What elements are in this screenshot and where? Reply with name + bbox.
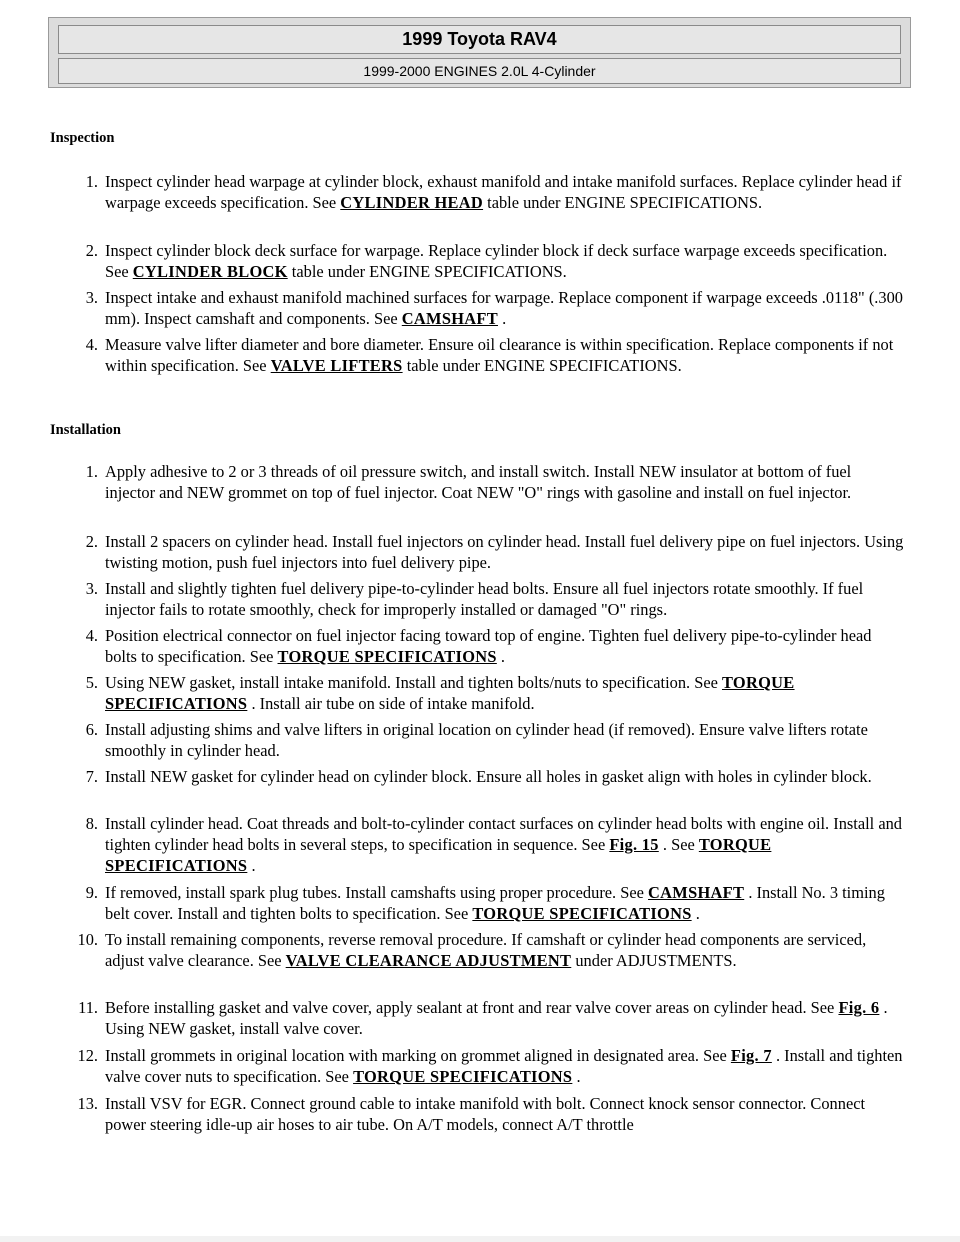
text-run: Position electrical connector on fuel injector facing toward top of engine. Tighten fuel delivery pipe-to-cylinder head bolts to specification. See	[105, 626, 872, 666]
step-text	[105, 1045, 905, 1087]
step-text	[105, 461, 905, 503]
text-run: Install grommets in original location with marking on grommet aligned in designated area. See	[105, 1046, 731, 1065]
step-number: 13.	[77, 1094, 98, 1113]
text-run: Before installing gasket and valve cover, apply sealant at front and rear valve cover areas on cylinder head. See	[105, 998, 839, 1017]
step-text	[105, 578, 905, 620]
step-number: 11.	[78, 998, 98, 1017]
link-torque-specifications[interactable]: TORQUE SPECIFICATIONS	[472, 904, 692, 923]
link-torque-specifications[interactable]: TORQUE SPECIFICATIONS	[105, 835, 772, 875]
step-text	[105, 1093, 905, 1135]
text-run: . Install and tighten valve cover nuts to specification. See	[105, 1046, 903, 1086]
step-number: 12.	[77, 1046, 98, 1065]
link-cylinder-head[interactable]: CYLINDER HEAD	[340, 193, 484, 212]
step-text	[105, 719, 905, 761]
text-run: . See	[658, 835, 699, 854]
text-run: Install cylinder head. Coat threads and bolt-to-cylinder contact surfaces on cylinder head bolts with engine oil. Install and tighten cylinder head bolts in several steps, to specification in sequence. See	[105, 814, 902, 854]
text-run: .	[572, 1067, 581, 1086]
step-number: 4.	[85, 335, 98, 354]
inspection-heading: Inspection	[50, 130, 115, 146]
step-number: 5.	[85, 673, 98, 692]
step-number: 3.	[85, 288, 98, 307]
step-text	[105, 334, 905, 376]
text-run: Install adjusting shims and valve lifters in original location on cylinder head (if removed). Ensure valve lifters rotate smoothly in cylinder head.	[105, 720, 868, 760]
text-run: Install 2 spacers on cylinder head. Install fuel injectors on cylinder head. Install fuel delivery pipe on fuel injectors. Using twisting motion, push fuel injectors into fuel delivery pipe.	[105, 532, 904, 572]
text-run: To install remaining components, reverse removal procedure. If camshaft or cylinder head components are serviced, adjust valve clearance. See	[105, 930, 867, 970]
text-run: . Install No. 3 timing belt cover. Install and tighten bolts to specification. See	[105, 883, 885, 923]
step-number: 3.	[85, 579, 98, 598]
text-run: table under ENGINE SPECIFICATIONS.	[483, 193, 763, 212]
text-run: under ADJUSTMENTS.	[571, 951, 737, 970]
link-valve-lifters[interactable]: VALVE LIFTERS	[270, 356, 403, 375]
step-text	[105, 997, 905, 1039]
link-camshaft[interactable]: CAMSHAFT	[401, 309, 498, 328]
text-run: .	[496, 647, 506, 666]
text-run: Inspect cylinder block deck surface for warpage. Replace cylinder block if deck surface warpage exceeds specification. See	[105, 241, 888, 281]
link-fig-6[interactable]: Fig. 6	[838, 998, 880, 1017]
step-number: 2.	[85, 241, 98, 260]
text-run: Using NEW gasket, install intake manifold. Install and tighten bolts/nuts to specification. See	[105, 673, 722, 692]
step-number: 1.	[85, 172, 98, 191]
link-fig-15[interactable]: Fig. 15	[609, 835, 659, 854]
text-run: . Using NEW gasket, install valve cover.	[105, 998, 888, 1038]
step-text	[105, 287, 905, 329]
step-text	[105, 882, 905, 924]
step-number: 10.	[77, 930, 98, 949]
link-cylinder-block[interactable]: CYLINDER BLOCK	[132, 262, 288, 281]
step-text	[105, 672, 905, 714]
step-text	[105, 929, 905, 971]
step-number: 8.	[85, 814, 98, 833]
step-text	[105, 625, 905, 667]
step-text	[105, 531, 905, 573]
text-run: table under ENGINE SPECIFICATIONS.	[402, 356, 682, 375]
text-run: Inspect cylinder head warpage at cylinder block, exhaust manifold and intake manifold surfaces. Replace cylinder head if warpage exceeds specification. See	[105, 172, 902, 212]
step-text	[105, 766, 905, 787]
installation-heading: Installation	[50, 422, 121, 438]
text-run: .	[497, 309, 507, 328]
link-fig-7[interactable]: Fig. 7	[730, 1046, 772, 1065]
link-torque-specifications[interactable]: TORQUE SPECIFICATIONS	[353, 1067, 573, 1086]
page-bottom-edge	[0, 1236, 960, 1242]
step-number: 4.	[85, 626, 98, 645]
text-run: Install VSV for EGR. Connect ground cable to intake manifold with bolt. Connect knock sensor connector. Connect power steering idle-up air hoses to air tube. On A/T models, connect A/T throttle	[105, 1094, 866, 1134]
text-run: Install and slightly tighten fuel delivery pipe-to-cylinder head bolts. Ensure all fuel injectors rotate smoothly. If fuel injector fails to rotate smoothly, check for improperly installed or damaged "O" rings.	[105, 579, 864, 619]
text-run: .	[691, 904, 700, 923]
step-number: 1.	[85, 462, 98, 481]
step-text	[105, 813, 905, 876]
text-run: .	[247, 856, 256, 875]
document-header	[48, 17, 911, 88]
document-title: 1999 Toyota RAV4	[58, 25, 901, 54]
text-run: Measure valve lifter diameter and bore diameter. Ensure oil clearance is within specification. Replace components if not within specification. See	[105, 335, 894, 375]
link-torque-specifications[interactable]: TORQUE SPECIFICATIONS	[105, 673, 795, 713]
step-number: 7.	[85, 767, 98, 786]
text-run: Inspect intake and exhaust manifold machined surfaces for warpage. Replace component if warpage exceeds .0118" (.300 mm). Inspect camshaft and components. See	[105, 288, 903, 328]
link-valve-clearance-adjustment[interactable]: VALVE CLEARANCE ADJUSTMENT	[285, 951, 572, 970]
step-number: 9.	[85, 883, 98, 902]
text-run: table under ENGINE SPECIFICATIONS.	[287, 262, 567, 281]
document-subtitle: 1999-2000 ENGINES 2.0L 4-Cylinder	[58, 58, 901, 84]
step-text	[105, 171, 905, 213]
link-torque-specifications[interactable]: TORQUE SPECIFICATIONS	[277, 647, 497, 666]
text-run: Apply adhesive to 2 or 3 threads of oil pressure switch, and install switch. Install NEW insulator at bottom of fuel injector and NEW grommet on top of fuel injector. Coat NEW "O" rings with gasoline and install on fuel injector.	[105, 462, 852, 502]
text-run: . Install air tube on side of intake manifold.	[247, 694, 535, 713]
step-number: 2.	[85, 532, 98, 551]
step-number: 6.	[85, 720, 98, 739]
step-text	[105, 240, 905, 282]
text-run: Install NEW gasket for cylinder head on cylinder block. Ensure all holes in gasket align with holes in cylinder block.	[105, 767, 872, 786]
text-run: If removed, install spark plug tubes. Install camshafts using proper procedure. See	[105, 883, 649, 902]
link-camshaft[interactable]: CAMSHAFT	[648, 883, 745, 902]
